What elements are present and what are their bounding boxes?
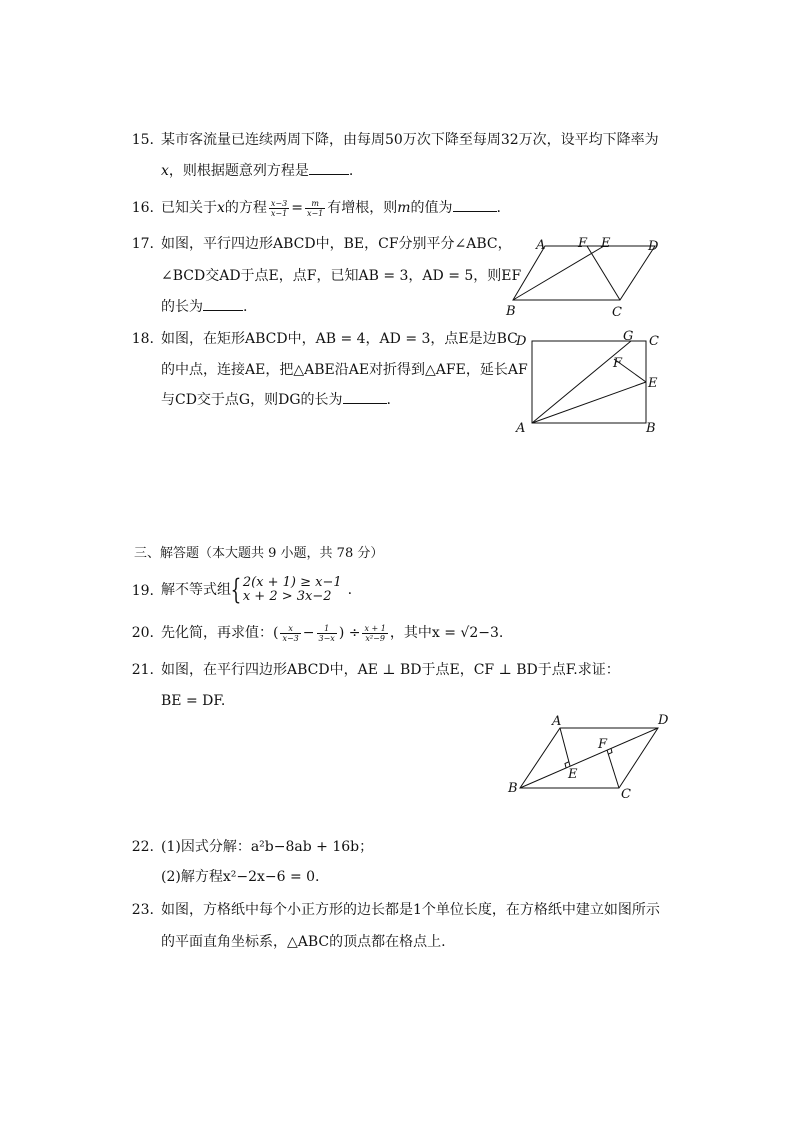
q19-prefix: 解不等式组 <box>161 582 231 598</box>
q20-div: ) ÷ <box>338 625 361 641</box>
q18-label-G: G <box>623 329 634 344</box>
q22-line2: (2)解方程x²−2x−6 = 0. <box>161 869 320 885</box>
question-number-21: 21. <box>131 662 154 678</box>
question-number-17: 17. <box>131 236 154 252</box>
q17-parallelogram-figure <box>500 232 670 324</box>
q17-label-A: A <box>536 238 546 253</box>
q17-label-F: F <box>578 236 588 251</box>
question-number-20: 20. <box>131 625 154 641</box>
q15-line1: 某市客流量已连续两周下降，由每周50万次下降至每周32万次，设平均下降率为 <box>161 132 659 148</box>
q16-fraction-1: $\frac{x-3}{x-1}$ <box>270 198 288 218</box>
q16-suffix2: 的值为 <box>410 200 453 216</box>
q18-end: . <box>386 392 391 408</box>
q17-line2: ∠BCD交AD于点E，点F，已知AB = 3，AD = 5，则EF <box>161 268 522 284</box>
section-3-title: 三、解答题（本大题共 9 小题，共 78 分） <box>134 546 384 561</box>
q21-label-F: F <box>598 737 608 752</box>
answer-blank-16[interactable] <box>453 199 497 212</box>
q16-mid: 的方程 <box>224 200 267 216</box>
answer-blank-17[interactable] <box>203 298 243 311</box>
q21-label-B: B <box>508 781 518 796</box>
q21-label-A: A <box>552 714 562 729</box>
q16-var2: m <box>397 200 411 216</box>
q17-label-B: B <box>506 304 516 319</box>
q21-line1: 如图，在平行四边形ABCD中，AE ⊥ BD于点E，CF ⊥ BD于点F.求证： <box>161 662 620 678</box>
q17-line3 <box>161 297 247 317</box>
q17-label-E: E <box>601 236 611 251</box>
q17-label-C: C <box>612 305 622 320</box>
q18-label-E: E <box>648 376 658 391</box>
q20-fraction-3: $\frac{x + 1}{\text{x²−9}}$ <box>364 623 386 643</box>
q16-eq: = <box>291 200 303 216</box>
q15-end: . <box>348 163 354 179</box>
q15-line2-text: ，则根据题意列方程是 <box>168 163 309 179</box>
q16-fraction-2: $\frac{m}{x-1}$ <box>306 198 324 218</box>
question-number-19: 19. <box>131 583 154 599</box>
question-number-16: 16. <box>131 200 154 216</box>
q20-suffix: ，其中x = √2−3. <box>389 625 504 641</box>
q19-ineq2: x + 2 > 3x−2 <box>242 589 332 604</box>
question-number-22: 22. <box>131 839 154 855</box>
answer-blank-15[interactable] <box>309 162 349 175</box>
q21-parallelogram-figure <box>502 710 674 802</box>
q17-line1: 如图，平行四边形ABCD中，BE，CF分别平分∠ABC， <box>161 236 512 252</box>
q18-line2: 的中点，连接AE，把△ABE沿AE对折得到△AFE，延长AF <box>161 362 528 378</box>
q19-line <box>161 574 352 606</box>
q21-label-E: E <box>568 767 578 782</box>
q18-label-A: A <box>516 421 526 436</box>
question-number-23: 23. <box>131 902 154 918</box>
q19-ineq1: 2(x + 1) ≥ x−1 <box>242 575 342 590</box>
q20-line <box>161 623 503 643</box>
q19-system <box>243 576 342 604</box>
q18-label-B: B <box>646 421 656 436</box>
q23-line1: 如图，方格纸中每个小正方形的边长都是1个单位长度，在方格纸中建立如图所示 <box>161 902 660 918</box>
q18-label-D: D <box>516 334 527 349</box>
q18-line3 <box>161 390 391 410</box>
q21-label-C: C <box>621 787 631 802</box>
q17-label-D: D <box>648 239 659 254</box>
q16-var: x <box>217 200 225 216</box>
q15-line2 <box>161 161 353 181</box>
answer-blank-18[interactable] <box>343 391 387 404</box>
q20-fraction-1: $\frac{x}{x-3}$ <box>282 623 299 643</box>
q20-prefix: 先化简，再求值：( <box>161 625 279 641</box>
q19-end: . <box>347 582 353 598</box>
q21-line2: BE = DF. <box>161 693 226 709</box>
q17-end: . <box>243 299 248 315</box>
q22-line1: (1)因式分解：a²b−8ab + 16b； <box>161 839 374 855</box>
q16-suffix: 有增根，则 <box>327 200 398 216</box>
q18-rectangle-figure <box>510 328 670 436</box>
q21-label-D: D <box>658 713 669 728</box>
q19-brace: { <box>230 573 242 606</box>
q18-label-F: F <box>613 356 623 371</box>
q16-prefix: 已知关于 <box>161 200 217 216</box>
q18-line3-text: 与CD交于点G，则DG的长为 <box>161 392 343 408</box>
q17-line3-text: 的长为 <box>161 299 203 315</box>
q20-minus: − <box>302 625 315 641</box>
q23-line2: 的平面直角坐标系，△ABC的顶点都在格点上. <box>161 934 446 950</box>
question-number-15: 15. <box>131 132 154 148</box>
q18-label-C: C <box>649 334 659 349</box>
question-number-18: 18. <box>131 331 154 347</box>
q20-fraction-2: $\frac{1}{3-x}$ <box>318 623 335 643</box>
q18-line1: 如图，在矩形ABCD中，AB = 4，AD = 3，点E是边BC <box>161 331 518 347</box>
q16-line <box>161 198 501 218</box>
q15-var: x <box>161 163 169 179</box>
q16-end: . <box>496 200 501 216</box>
